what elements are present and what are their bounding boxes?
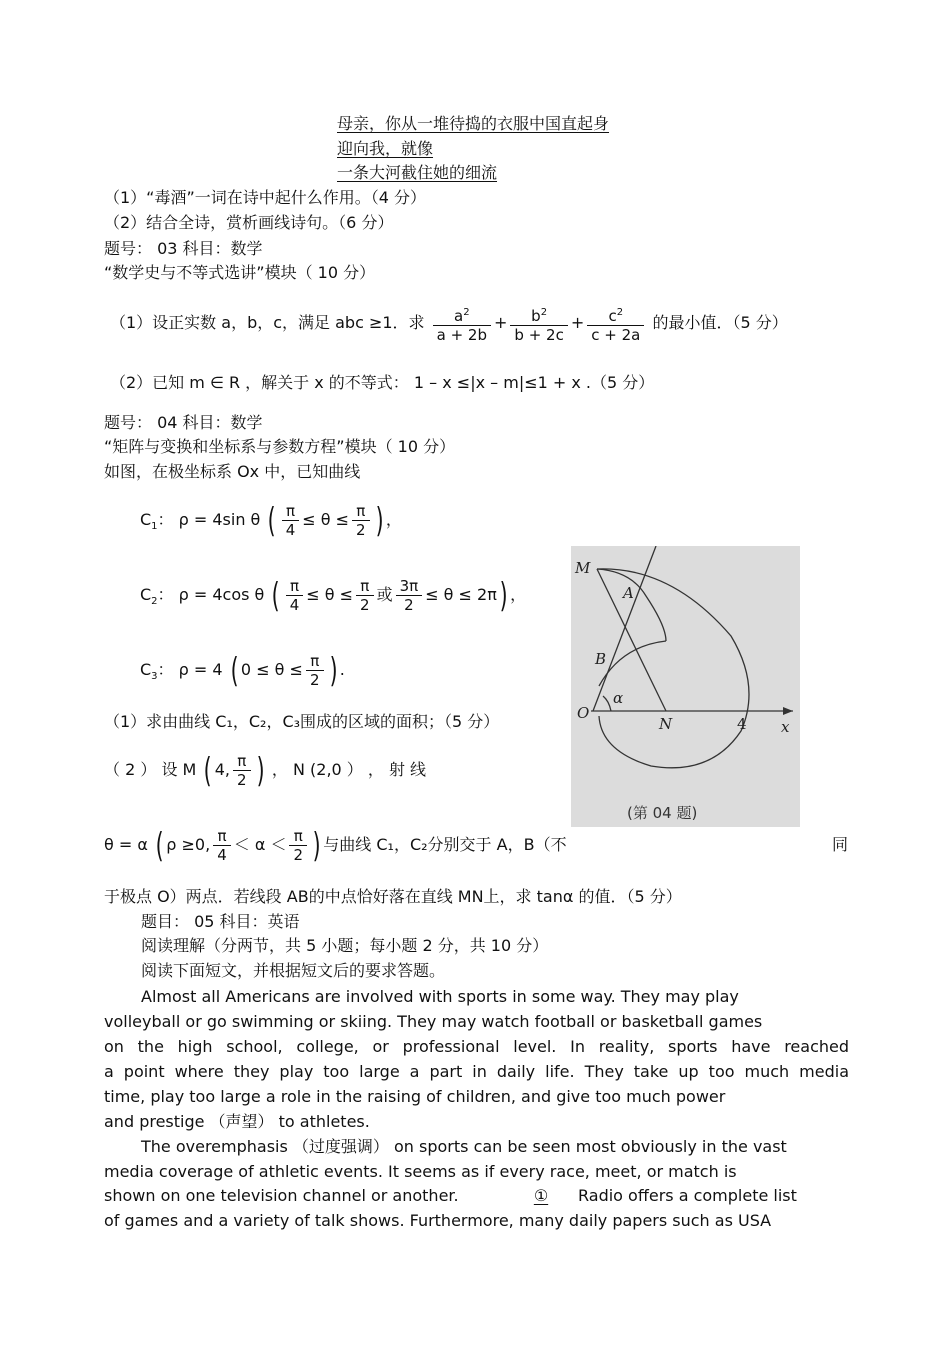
item-05-instruction: 阅读下面短文，并根据短文后的要求答题。 bbox=[141, 961, 446, 980]
para1-line-4: a point where they play too large a part in daily life. They take up too much media bbox=[104, 1062, 849, 1081]
item-04-intro: 如图，在极坐标系 Ox 中，已知曲线 bbox=[104, 462, 361, 481]
para2-line-4: of games and a variety of talk shows. Furthermore, many daily papers such as USA bbox=[104, 1211, 772, 1230]
label-m: M bbox=[575, 559, 591, 577]
label-n: N bbox=[659, 715, 673, 733]
label-x: x bbox=[781, 718, 790, 736]
label-4: 4 bbox=[737, 715, 747, 733]
curve-c3-arc bbox=[597, 569, 749, 768]
para2-line-3: shown on one television channel or another. bbox=[104, 1186, 459, 1205]
para1-line-6: and prestige （声望） to athletes. bbox=[104, 1112, 370, 1131]
polar-diagram bbox=[571, 546, 800, 827]
item-04-ray: θ = α ( ρ ≥0, $\frac{\pi}{4}$ ＜ α ＜ $\frac{\pi}{2}$ ) 与曲线 C₁，C₂分别交于 A，B（不 bbox=[104, 825, 567, 866]
curve-c2: $C_2$： ρ = 4cos θ ( $\frac{\pi}{4}$ ≤ θ ≤ $\frac{\pi}{2}$ 或 $\frac{3\pi}{2}$ ≤ θ ≤ 2π) ， bbox=[140, 575, 527, 616]
item-04-header: 题号： 04 科目：数学 bbox=[104, 413, 263, 432]
item-04-ray-tail: 同 bbox=[832, 835, 849, 854]
fraction-b: $\frac{b^2}{b + 2c}$ bbox=[510, 304, 567, 344]
label-a: A bbox=[623, 584, 634, 602]
para2-line-2: media coverage of athletic events. It seems as if every race, meet, or match is bbox=[104, 1162, 737, 1181]
question-1: （1）“毒酒”一词在诗中起什么作用。（4 分） bbox=[104, 188, 427, 207]
item-04-sub-2-cont: 于极点 O）两点．若线段 AB的中点恰好落在直线 MN上，求 tanα 的值．（5 分） bbox=[104, 887, 682, 906]
poem-line-3: 一条大河截住她的细流 bbox=[337, 163, 498, 182]
item-04-sub-2: （ 2 ） 设 M ( 4, $\frac{\pi}{2}$ ) ， N (2,0 ） ， 射 线 bbox=[104, 750, 427, 791]
para1-line-1: Almost all Americans are involved with sports in some way. They may play bbox=[141, 987, 739, 1006]
label-o: O bbox=[577, 704, 590, 722]
item-05-section: 阅读理解（分两节，共 5 小题；每小题 2 分，共 10 分） bbox=[141, 936, 549, 955]
curve-c1-arc bbox=[599, 641, 666, 686]
fraction-a: $\frac{a^2}{a + 2b}$ bbox=[433, 304, 491, 344]
item-03-module: “数学史与不等式选讲”模块（ 10 分） bbox=[104, 263, 376, 282]
blank-1: ① bbox=[533, 1186, 549, 1205]
label-b: B bbox=[595, 650, 607, 668]
item-03-problem-2: （2）已知 m ∈ R ，解关于 x 的不等式： 1 – x ≤|x – m|≤1 + x .（5 分） bbox=[110, 373, 655, 392]
para2-line-1: The overemphasis （过度强调） on sports can be seen most obviously in the vast bbox=[141, 1137, 787, 1156]
curve-c3: $C_3$： ρ = 4 ( 0 ≤ θ ≤ $\frac{\pi}{2}$ ) . bbox=[140, 650, 345, 691]
fraction-c: $\frac{c^2}{c + 2a}$ bbox=[587, 304, 644, 344]
problem-1-prefix: （1）设正实数 a，b，c，满足 abc ≥1．求 bbox=[110, 313, 425, 332]
poem-line-2: 迎向我，就像 bbox=[337, 139, 434, 158]
poem-line-1: 母亲，你从一堆待捣的衣服中国直起身 bbox=[337, 114, 610, 133]
item-04-sub-1: （1）求由曲线 C₁，C₂，C₃围成的区域的面积；（5 分） bbox=[104, 712, 500, 731]
curve-c1: $C_1$： ρ = 4sin θ ( $\frac{\pi}{4}$ ≤ θ ≤ $\frac{\pi}{2}$ ) ， bbox=[140, 500, 402, 541]
item-03-header: 题号： 03 科目：数学 bbox=[104, 239, 263, 258]
polar-figure bbox=[571, 546, 800, 827]
question-2: （2）结合全诗，赏析画线诗句。（6 分） bbox=[104, 213, 394, 232]
item-05-header: 题目： 05 科目：英语 bbox=[141, 912, 300, 931]
problem-1-suffix: 的最小值．（5 分） bbox=[652, 313, 788, 332]
angle-alpha-arc bbox=[603, 696, 611, 711]
item-04-module: “矩阵与变换和坐标系与参数方程”模块（ 10 分） bbox=[104, 437, 456, 456]
figure-caption: (第 04 题) bbox=[627, 804, 698, 822]
para1-line-3: on the high school, college, or professional level. In reality, sports have reached bbox=[104, 1037, 849, 1056]
item-03-problem-1: （1）设正实数 a，b，c，满足 abc ≥1．求 $\frac{a^2}{a + 2b}$ + $\frac{b^2}{b + 2c}$ + $\frac{c^2}{c + 2a}$ 的最小值．（5 分） bbox=[110, 298, 788, 348]
para2-line-3-end: Radio offers a complete list bbox=[578, 1186, 797, 1205]
para1-line-5: time, play too large a role in the raising of children, and give too much power bbox=[104, 1087, 726, 1106]
curve-c2-arc bbox=[597, 569, 666, 641]
para1-line-2: volleyball or go swimming or skiing. They may watch football or basketball games bbox=[104, 1012, 763, 1031]
x-axis-arrow bbox=[783, 707, 793, 715]
label-alpha: α bbox=[613, 689, 624, 707]
